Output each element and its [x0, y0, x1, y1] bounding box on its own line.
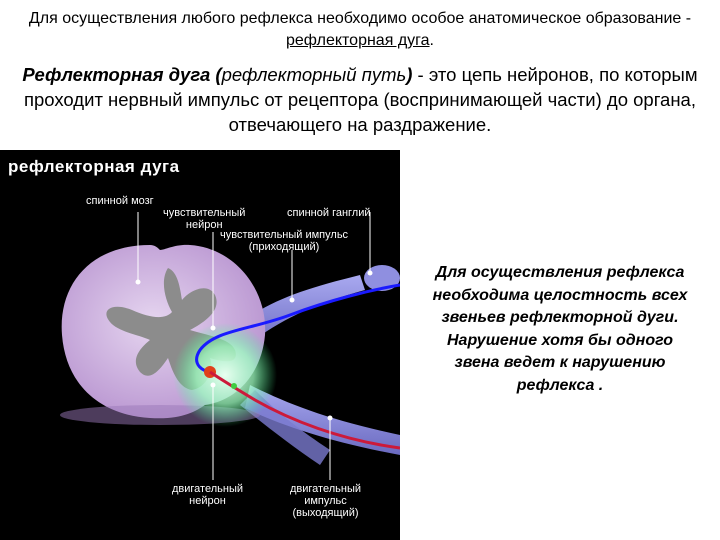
reflex-arc-figure — [0, 150, 400, 540]
label-sensory-impulse: чувствительный импульс (приходящий) — [220, 229, 349, 253]
definition-term: Рефлекторная дуга ( — [22, 64, 222, 85]
label-sensory-neuron: чувствительный нейрон — [163, 207, 246, 231]
definition-text — [22, 62, 698, 137]
motor-neuron-dot — [231, 383, 237, 389]
definition-rest: - это цепь нейронов, по которым проходит нервный импульс от рецептора (воспринимающей части) до органа, отвечающего на раздражение. — [24, 64, 698, 135]
definition-close: ) — [406, 64, 413, 85]
figure-title: рефлекторная дуга — [8, 157, 180, 176]
label-motor-neuron: двигательный нейрон — [172, 483, 243, 507]
intro-after: . — [429, 32, 434, 49]
label-spinal-ganglion: спинной ганглий — [287, 207, 371, 219]
label-spinal-cord: спинной мозг — [86, 195, 154, 207]
integrity-note: Для осуществления рефлекса необходима целостность всех звеньев рефлекторной дуги. Нарушение хотя бы одного звена ведет к нарушению рефлекса . — [432, 264, 688, 394]
intro-before: Для осуществления любого рефлекса необходимо особое анатомическое образование - — [28, 10, 692, 27]
reflex-arc-link[interactable]: рефлекторная дуга — [286, 32, 430, 49]
definition-alt-term: рефлекторный путь — [221, 64, 407, 85]
intro-text — [20, 8, 700, 52]
motor-neuron-glow — [173, 323, 277, 427]
label-motor-impulse: двигательный импульс (выходящий) — [290, 483, 361, 519]
